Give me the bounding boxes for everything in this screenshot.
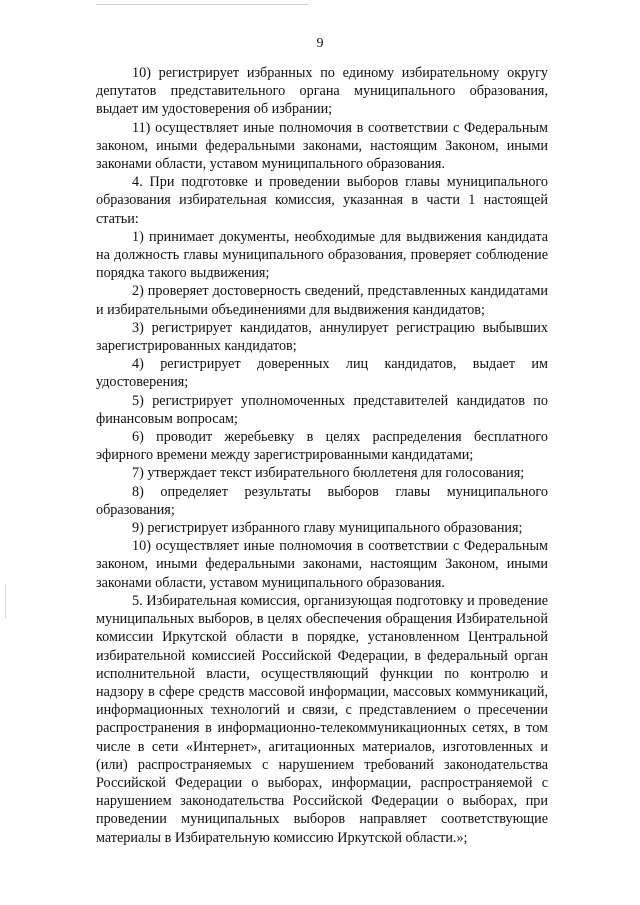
paragraph: 4) регистрирует доверенных лиц кандидатов, выдает им удостоверения; (96, 356, 548, 391)
document-body (96, 64, 548, 847)
paragraph: 9) регистрирует избранного главу муниципального образования; (132, 520, 523, 537)
paragraph: 7) утверждает текст избирательного бюллетеня для голосования; (132, 465, 525, 482)
paragraph: 11) осуществляет иные полномочия в соответствии с Федеральным законом, иными федеральными законами, настоящим Законом, иными законами области, уставом муниципального образования. (96, 119, 548, 173)
paragraph: 6) проводит жеребьевку в целях распределения бесплатного эфирного времени между зарегистрированными кандидатами; (96, 429, 548, 464)
scan-edge-line (96, 4, 308, 5)
page-number: 9 (316, 36, 324, 51)
paragraph: 2) проверяет достоверность сведений, представленных кандидатами и избирательными объединениями для выдвижения кандидатов; (96, 283, 548, 318)
paragraph: 3) регистрирует кандидатов, аннулирует регистрацию выбывших зарегистрированных кандидатов; (96, 319, 548, 355)
paragraph: 10) регистрирует избранных по единому избирательному округу депутатов представительного органа муниципального образования, выдает им удостоверения об избрании; (96, 65, 548, 118)
scan-margin-mark (5, 584, 6, 618)
paragraph: 4. При подготовке и проведении выборов главы муниципального образования избирательная комиссия, указанная в части 1 настоящей статьи: (96, 174, 548, 227)
paragraph: 8) определяет результаты выборов главы муниципального образования; (96, 483, 548, 518)
paragraph: 10) осуществляет иные полномочия в соответствии с Федеральным законом, иными федеральными законами, настоящим Законом, иными законами области, уставом муниципального образования. (96, 538, 548, 591)
paragraph: 5) регистрирует уполномоченных представителей кандидатов по финансовым вопросам; (96, 392, 548, 427)
paragraph: 1) принимает документы, необходимые для выдвижения кандидата на должность главы муниципального образования, проверяет соблюдение порядка такого выдвижения; (96, 228, 548, 282)
paragraph: 5. Избирательная комиссия, организующая подготовку и проведение муниципальных выборов, в целях обеспечения обращения Избирательной комиссии Иркутской области в порядке, установленном Центральной избирательной комиссией Российской Федерации, в федеральный орган исполнительной власти, осуществляющий функции по контролю и надзору в сфере средств массовой информации, массовых коммуникаций, информационных технологий и связи, с представлением о пресечении распространения в информационно-телекоммуникационных сетях, в том числе в сети «Интернет», агитационных материалов, изготовленных и (или) распространяемых с нарушением требований законодательства Российской Федерации о выборах, информации, распространяемой с нарушением законодательства Российской Федерации о выборах, при проведении муниципальных выборов направляет соответствующие материалы в Избирательную комиссию Иркутской области.»; (96, 592, 548, 846)
